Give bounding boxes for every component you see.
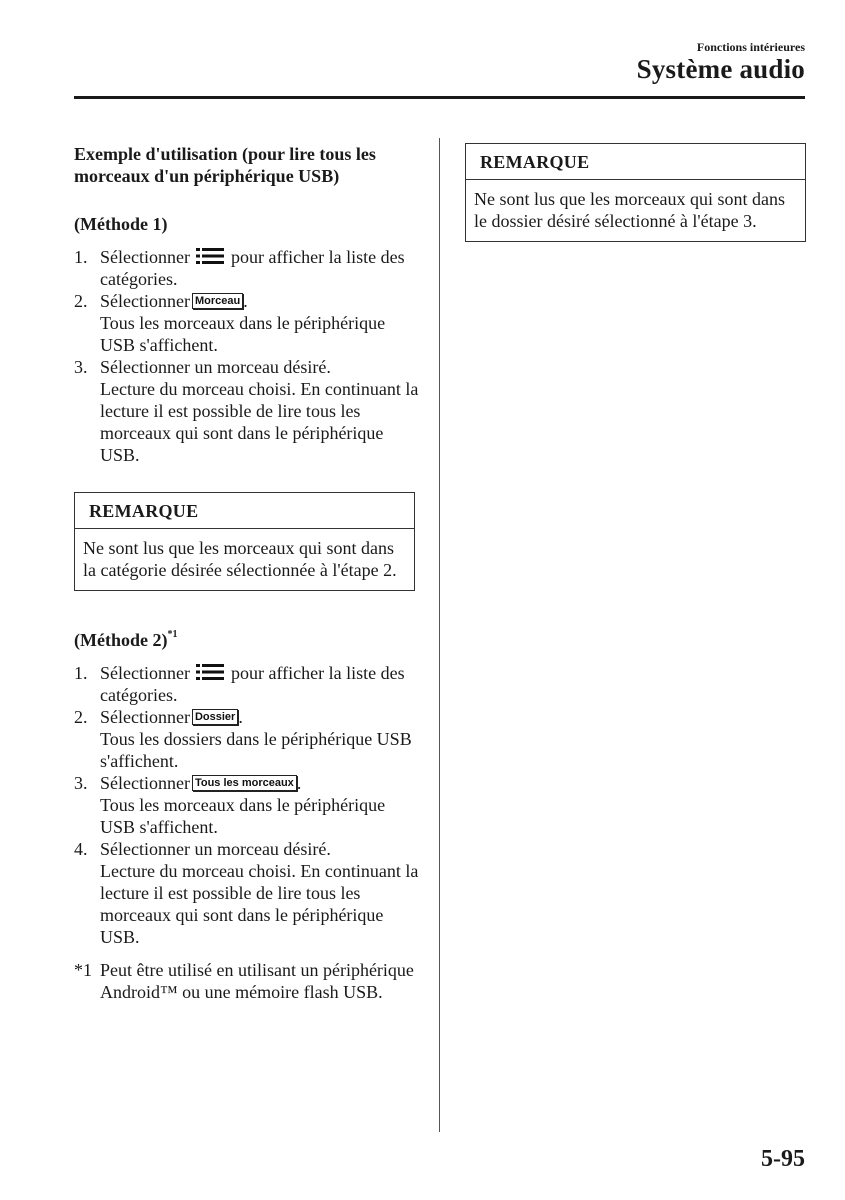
list-menu-icon[interactable] bbox=[196, 247, 224, 265]
method-1-title: (Méthode 1) bbox=[74, 214, 168, 234]
method-2-step-3 bbox=[74, 772, 419, 838]
morceau-button[interactable]: Morceau bbox=[192, 293, 243, 309]
step-text: Sélectionner bbox=[100, 247, 190, 267]
method-2-step-2 bbox=[74, 706, 419, 772]
page-number: 5-95 bbox=[761, 1146, 805, 1172]
note-box-2 bbox=[465, 143, 806, 242]
method-1-step-3 bbox=[74, 356, 419, 466]
method-2-title-text: (Méthode 2) bbox=[74, 630, 168, 650]
column-divider bbox=[439, 138, 440, 1132]
step-result: Lecture du morceau choisi. En continuant la lecture il est possible de lire tous les morceaux qui sont dans le périphérique USB. bbox=[100, 861, 419, 947]
note-box-1 bbox=[74, 492, 415, 591]
note-title: REMARQUE bbox=[75, 493, 414, 529]
method-1-steps bbox=[74, 246, 419, 466]
example-heading: Exemple d'utilisation (pour lire tous les morceaux d'un périphérique USB) bbox=[74, 144, 376, 186]
step-text: Sélectionner un morceau désiré. bbox=[100, 839, 331, 859]
step-number: 1. bbox=[74, 663, 88, 683]
step-text-cont: pour afficher la liste des catégories. bbox=[100, 247, 405, 289]
footnote-text: Peut être utilisé en utilisant un périphérique Android™ ou une mémoire flash USB. bbox=[100, 960, 414, 1002]
step-text: Sélectionner bbox=[100, 663, 190, 683]
step-period: . bbox=[296, 773, 302, 793]
tous-les-morceaux-button[interactable]: Tous les morceaux bbox=[192, 775, 297, 791]
step-text: Sélectionner un morceau désiré. bbox=[100, 357, 331, 377]
footnote-ref: *1 bbox=[167, 629, 178, 640]
step-text: Sélectionner bbox=[100, 773, 190, 793]
step-period: . bbox=[243, 291, 248, 311]
note-title: REMARQUE bbox=[466, 144, 805, 180]
method-2-step-4 bbox=[74, 838, 419, 948]
right-column bbox=[465, 143, 806, 242]
step-result: Lecture du morceau choisi. En continuant la lecture il est possible de lire tous les morceaux qui sont dans le périphérique USB. bbox=[100, 379, 419, 465]
step-result: Tous les morceaux dans le périphérique USB s'affichent. bbox=[100, 313, 386, 355]
step-text-cont: pour afficher la liste des catégories. bbox=[100, 663, 405, 705]
dossier-button[interactable]: Dossier bbox=[192, 709, 238, 725]
method-1-step-2 bbox=[74, 290, 419, 356]
step-number: 2. bbox=[74, 291, 88, 311]
list-menu-icon[interactable] bbox=[196, 663, 224, 681]
step-number: 3. bbox=[74, 773, 88, 793]
step-number: 4. bbox=[74, 839, 88, 859]
header-rule bbox=[74, 96, 805, 99]
step-number: 2. bbox=[74, 707, 88, 727]
step-result: Tous les dossiers dans le périphérique USB s'affichent. bbox=[100, 729, 412, 771]
method-2-steps bbox=[74, 662, 419, 948]
note-body: Ne sont lus que les morceaux qui sont dans le dossier désiré sélectionné à l'étape 3. bbox=[474, 189, 785, 231]
section-label: Fonctions intérieures bbox=[696, 40, 805, 54]
note-body: Ne sont lus que les morceaux qui sont dans la catégorie désirée sélectionnée à l'étape 2. bbox=[83, 538, 397, 580]
step-text: Sélectionner bbox=[100, 707, 190, 727]
step-period: . bbox=[238, 707, 243, 727]
method-2-title bbox=[74, 629, 419, 651]
page-title: Système audio bbox=[636, 54, 805, 84]
step-result: Tous les morceaux dans le périphérique USB s'affichent. bbox=[100, 795, 386, 837]
step-number: 3. bbox=[74, 357, 88, 377]
method-1-step-1 bbox=[74, 246, 419, 290]
left-column bbox=[74, 143, 419, 1003]
method-2-step-1 bbox=[74, 662, 419, 706]
footnote bbox=[74, 959, 419, 1003]
footnote-mark: *1 bbox=[74, 960, 92, 980]
step-number: 1. bbox=[74, 247, 88, 267]
step-text: Sélectionner bbox=[100, 291, 190, 311]
